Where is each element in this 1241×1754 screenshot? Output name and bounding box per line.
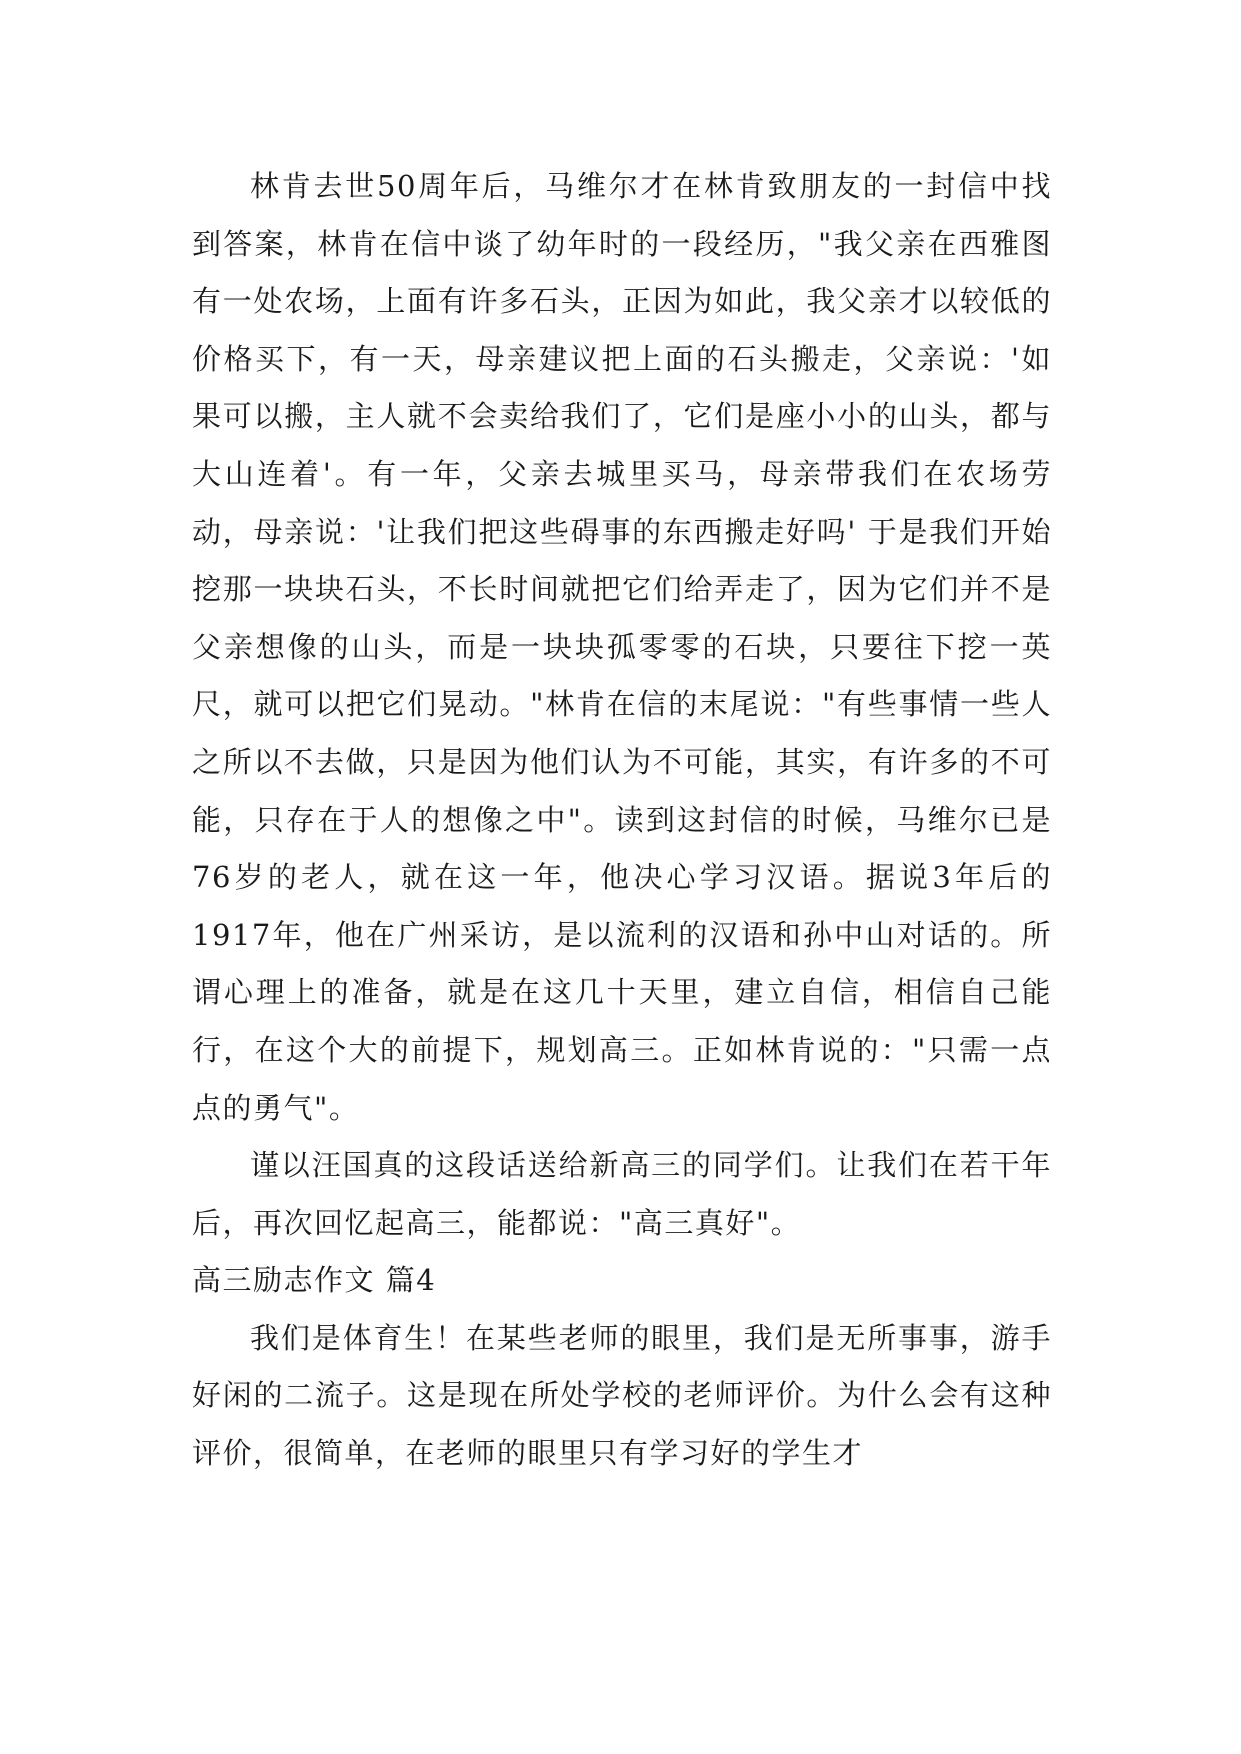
body-paragraph: 林肯去世50周年后，马维尔才在林肯致朋友的一封信中找到答案，林肯在信中谈了幼年时的一段经历，"我父亲在西雅图有一处农场，上面有许多石头，正因为如此，我父亲才以较低的价格买下，有一天，母亲建议把上面的石头搬走，父亲说：'如果可以搬，主人就不会卖给我们了，它们是座小小的山头，都与大山连着'。有一年，父亲去城里买马，母亲带我们在农场劳动，母亲说：'让我们把这些碍事的东西搬走好吗' 于是我们开始挖那一块块石头，不长时间就把它们给弄走了，因为它们并不是父亲想像的山头，而是一块块孤零零的石块，只要往下挖一英尺，就可以把它们晃动。"林肯在信的末尾说："有些事情一些人之所以不去做，只是因为他们认为不可能，其实，有许多的不可能，只存在于人的想像之中"。读到这封信的时候，马维尔已是76岁的老人，就在这一年，他决心学习汉语。据说3年后的1917年，他在广州采访，是以流利的汉语和孙中山对话的。所谓心理上的准备，就是在这几十天里，建立自信，相信自己能行，在这个大的前提下，规划高三。正如林肯说的："只需一点点的勇气"。 <box>192 169 1052 1125</box>
body-paragraph: 我们是体育生！在某些老师的眼里，我们是无所事事，游手好闲的二流子。这是现在所处学校的老师评价。为什么会有这种评价，很简单，在老师的眼里只有学习好的学生才 <box>192 1320 1052 1471</box>
document-page <box>192 158 1052 1483</box>
section-heading: 高三励志作文 篇4 <box>192 1263 437 1298</box>
body-paragraph: 谨以汪国真的这段话送给新高三的同学们。让我们在若干年后，再次回忆起高三，能都说："高三真好"。 <box>192 1148 1052 1240</box>
